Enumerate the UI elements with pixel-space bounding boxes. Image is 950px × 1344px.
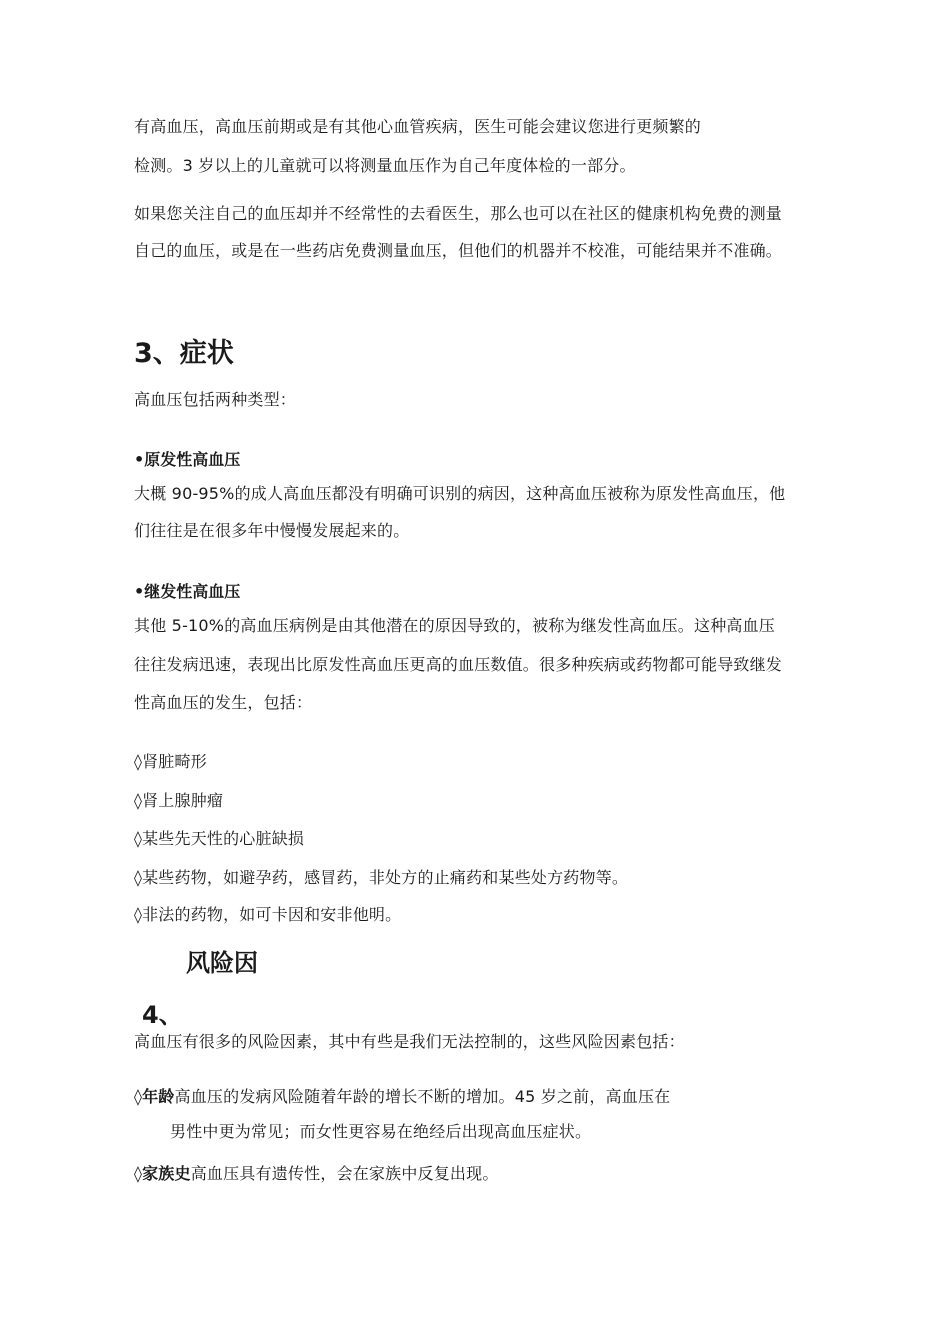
primary-hypertension-title: •原发性高血压 [134,450,241,469]
cause-list-item: ◊某些先天性的心脏缺损 [134,829,305,848]
section-4-heading-text: 风险因 [186,949,258,977]
risk-marker: ◊ [134,1087,143,1106]
cause-list-item: ◊肾上腺肿瘤 [134,791,224,810]
primary-hypertension-line-2: 们往往是在很多年中慢慢发展起来的。 [134,521,410,540]
risk-age-text: 高血压的发病风险随着年龄的增长不断的增加。45 岁之前，高血压在 [174,1087,671,1106]
section-3-intro: 高血压包括两种类型： [134,390,297,409]
intro-line-3: 如果您关注自己的血压却并不经常性的去看医生，那么也可以在社区的健康机构免费的测量 [134,204,783,223]
risk-family-line [134,1164,499,1184]
risk-age-term: 年龄 [142,1087,175,1106]
risk-family-term: 家族史 [142,1164,191,1183]
secondary-hypertension-line-2: 往往发病迅速，表现出比原发性高血压更高的血压数值。很多种疾病或药物都可能导致继发 [134,655,783,674]
intro-line-1: 有高血压，高血压前期或是有其他心血管疾病，医生可能会建议您进行更频繁的 [134,117,702,136]
risk-marker: ◊ [134,1164,143,1183]
risk-family-text: 高血压具有遗传性，会在家族中反复出现。 [190,1164,499,1183]
primary-hypertension-line-1: 大概 90-95%的成人高血压都没有明确可识别的病因，这种高血压被称为原发性高血压，他 [134,484,786,503]
section-4-heading-number: 4、 [142,1001,183,1029]
intro-line-4: 自己的血压，或是在一些药店免费测量血压，但他们的机器并不校准，可能结果并不准确。 [134,241,783,260]
secondary-hypertension-line-1: 其他 5-10%的高血压病例是由其他潜在的原因导致的，被称为继发性高血压。这种高血压 [134,616,776,635]
risk-age-line-2: 男性中更为常见；而女性更容易在绝经后出现高血压症状。 [170,1122,592,1141]
section-3-heading: 3、症状 [134,338,234,369]
secondary-hypertension-line-3: 性高血压的发生，包括： [134,693,313,712]
section-4-intro: 高血压有很多的风险因素，其中有些是我们无法控制的，这些风险因素包括： [134,1032,685,1051]
secondary-hypertension-title: •继发性高血压 [134,582,241,601]
cause-list-item: ◊肾脏畸形 [134,752,207,771]
cause-list-item: ◊某些药物，如避孕药，感冒药，非处方的止痛药和某些处方药物等。 [134,868,629,887]
cause-list-item: ◊非法的药物，如可卡因和安非他明。 [134,905,402,924]
intro-line-2: 检测。3 岁以上的儿童就可以将测量血压作为自己年度体检的一部分。 [134,156,636,175]
risk-age-line-1 [134,1087,670,1107]
